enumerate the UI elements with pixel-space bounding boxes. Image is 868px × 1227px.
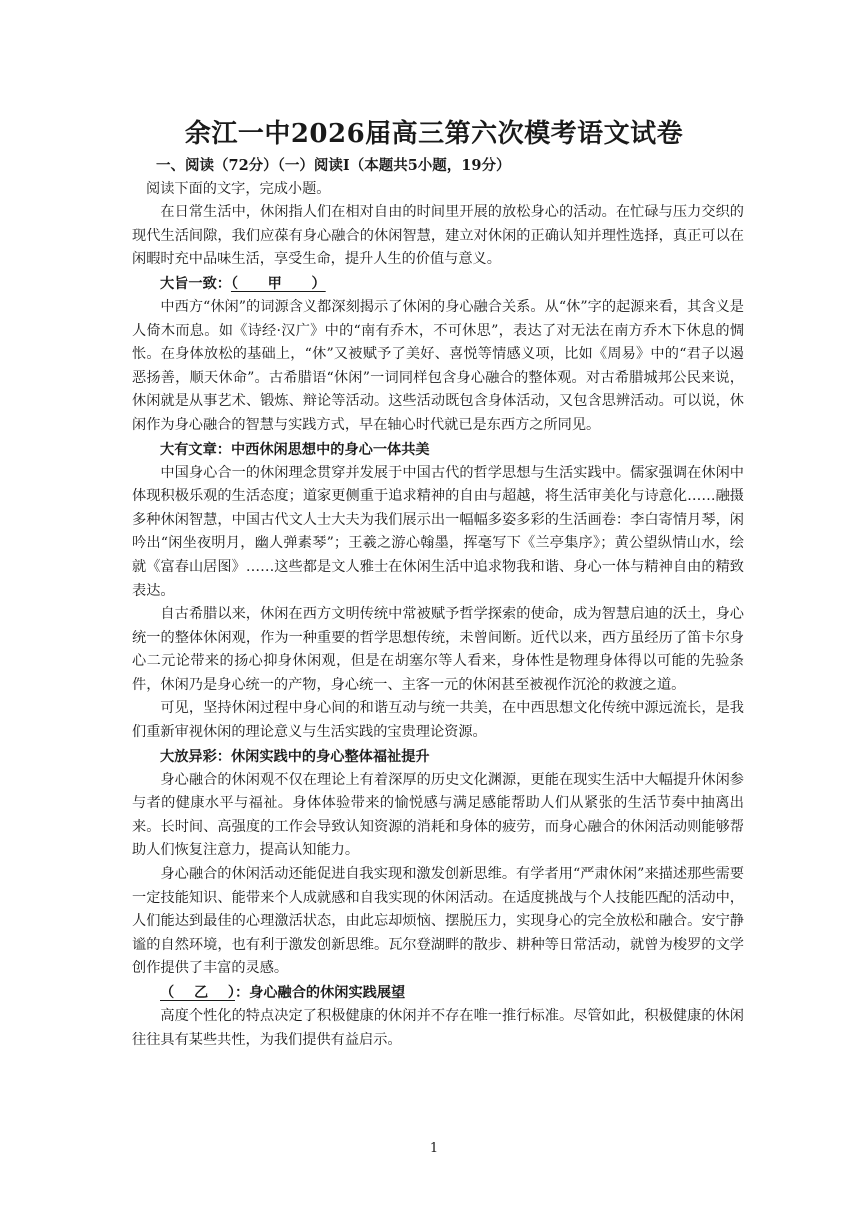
subheading-1: [132, 272, 744, 296]
page-number: 1: [429, 1141, 439, 1156]
section-header: 一、阅读（72分）（一）阅读Ⅰ（本题共5小题，19分）: [156, 157, 511, 174]
paragraph-intro: 在日常生活中，休闲指人们在相对自由的时间里开展的放松身心的活动。在忙碌与压力交织的现代生活间隙，我们应葆有身心融合的休闲智慧，建立对休闲的正确认知并理性选择，真正可以在闲暇时充中品味生活，享受生命，提升人生的价值与意义。: [132, 204, 744, 268]
blank-yi: （ 乙 ）: [160, 985, 235, 1001]
paragraph-outlook: 高度个性化的特点决定了积极健康的休闲并不存在唯一推行标准。尽管如此，积极健康的休闲往往具有某些共性，为我们提供有益启示。: [132, 1008, 744, 1048]
instruction: 阅读下面的文字，完成小题。: [146, 180, 331, 197]
subheading-4: [132, 981, 744, 1005]
subheading-4-suffix: ：身心融合的休闲实践展望: [234, 985, 406, 1001]
paragraph-etymology: 中西方“休闲”的词源含义都深刻揭示了休闲的身心融合关系。从“休”字的起源来看，其含义是人倚木而息。如《诗经·汉广》中的“南有乔木，不可休思”，表达了对无法在南方乔木下休息的惆怅。在身体放松的基础上，“休”又被赋予了美好、喜悦等情感义项，比如《周易》中的“君子以遏恶扬善，顺天休命”。古希腊语“休闲”一词同样包含身心融合的整体观。对古希腊城邦公民来说，休闲就是从事艺术、锻炼、辩论等活动。这些活动既包含身体活动，又包含思辨活动。可以说，休闲作为身心融合的智慧与实践方式，早在轴心时代就已是东西方之所同见。: [132, 298, 744, 433]
subheading-2: 大有文章：中西休闲思想中的身心一体共美: [160, 441, 430, 458]
paragraph-self-realization: 身心融合的休闲活动还能促进自我实现和激发创新思维。有学者用“严肃休闲”来描述那些需要一定技能知识、能带来个人成就感和自我实现的休闲活动。在适度挑战与个人技能匹配的活动中，人们能达到最佳的心理激活状态，由此忘却烦恼、摆脱压力，实现身心的完全放松和融合。安宁静谧的自然环境，也有利于激发创新思维。瓦尔登湖畔的散步、耕种等日常活动，就曾为梭罗的文学创作提供了丰富的灵感。: [132, 866, 744, 977]
subheading-3: 大放异彩：休闲实践中的身心整体福祉提升: [160, 748, 430, 765]
paragraph-western-thought: 自古希腊以来，休闲在西方文明传统中常被赋予哲学探索的使命，成为智慧启迪的沃土，身心统一的整体休闲观，作为一种重要的哲学思想传统，未曾间断。近代以来，西方虽经历了笛卡尔身心二元论带来的扬心抑身休闲观，但是在胡塞尔等人看来，身体性是物理身体得以可能的先验条件，休闲乃是身心统一的产物，身心统一、主客一元的休闲甚至被视作沉沦的救渡之道。: [132, 606, 744, 693]
exam-body: [132, 154, 744, 1052]
subheading-1-prefix: 大旨一致：: [160, 275, 231, 292]
blank-jia: （ 甲 ）: [230, 275, 326, 292]
paragraph-wellbeing: 身心融合的休闲观不仅在理论上有着深厚的历史文化渊源，更能在现实生活中大幅提升休闲参与者的健康水平与福祉。身体体验带来的愉悦感与满足感能帮助人们从紧张的生活节奏中抽离出来。长时间、高强度的工作会导致认知资源的消耗和身体的疲劳，而身心融合的休闲活动则能够帮助人们恢复注意力，提高认知能力。: [132, 771, 744, 859]
paragraph-conclusion: 可见，坚持休闲过程中身心间的和谐互动与统一共美，在中西思想文化传统中源远流长，是我们重新审视休闲的理论意义与生活实践的宝贵理论资源。: [132, 700, 744, 741]
paragraph-chinese-thought: 中国身心合一的休闲理念贯穿并发展于中国古代的哲学思想与生活实践中。儒家强调在休闲中体现积极乐观的生活态度；道家更侧重于追求精神的自由与超越，将生活审美化与诗意化……融摄多种休闲智慧，中国古代文人士大夫为我们展示出一幅幅多姿多彩的生活画卷：李白寄情月琴，闲吟出“闲坐夜明月，幽人弹素琴”；王羲之游心翰墨，挥毫写下《兰亭集序》；黄公望纵情山水，绘就《富春山居图》……这些都是文人雅士在休闲生活中追求物我和谐、身心一体与精神自由的精致表达。: [132, 464, 744, 599]
exam-title: 余江一中2026届高三第六次模考语文试卷: [184, 119, 684, 149]
